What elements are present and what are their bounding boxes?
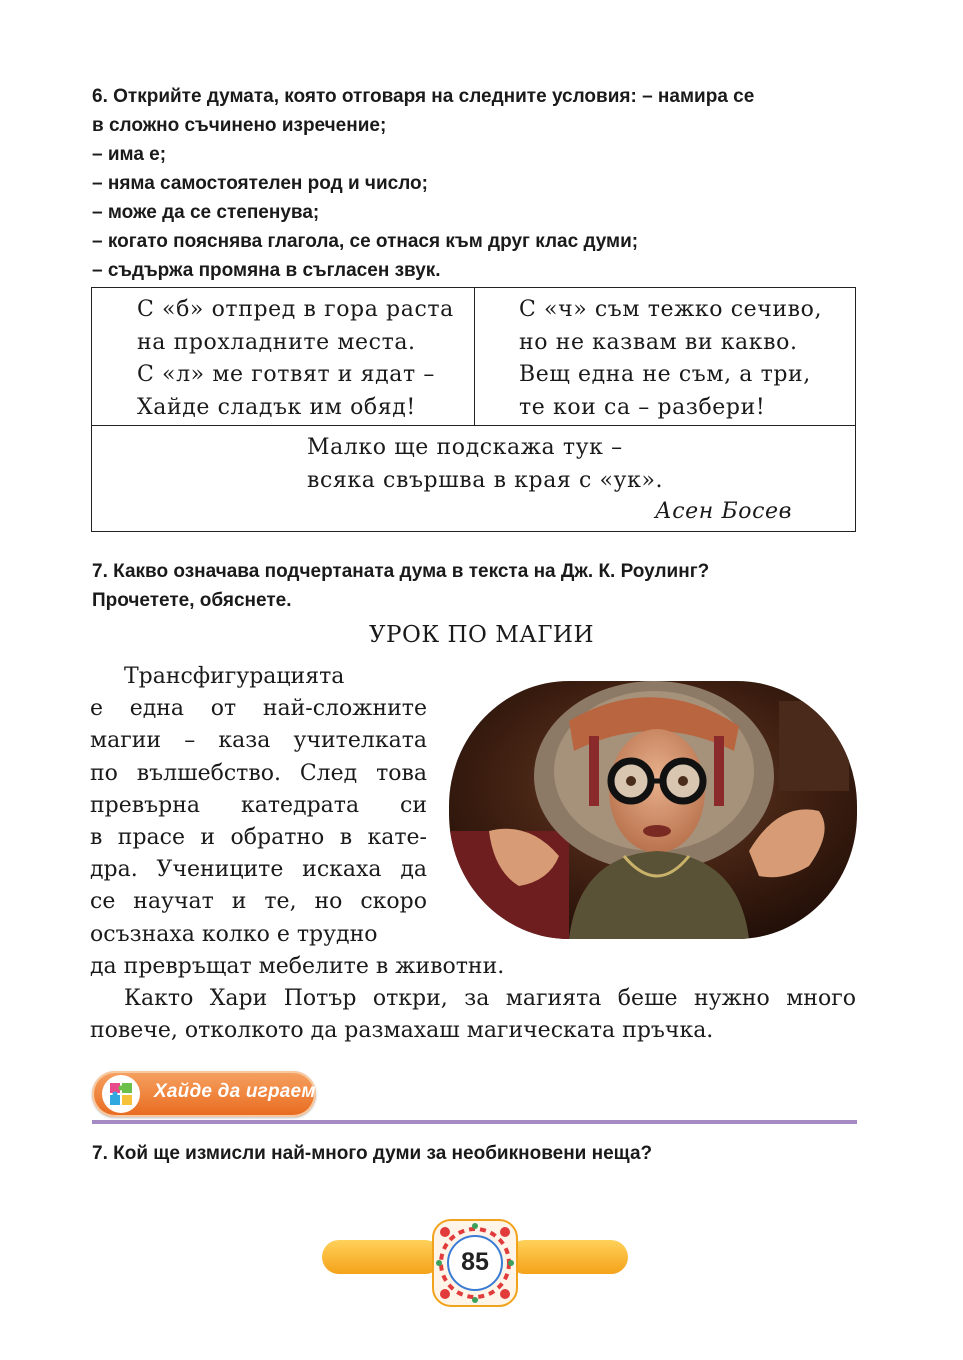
poem-line: всяка свършва в края с «ук». [307, 467, 664, 493]
story-line: в прасе и обратно в кате- [90, 825, 427, 851]
task-6-line: – няма самостоятелен род и число; [92, 173, 428, 194]
banner-label: Хайде да играем [154, 1081, 316, 1102]
task-6-line: – съдържа промяна в съгласен звук. [92, 260, 441, 281]
riddle-left-cell [137, 294, 454, 424]
lets-play-banner [92, 1071, 316, 1117]
game-question: 7. Кой ще измисли най-много думи за необикновени неща? [92, 1143, 653, 1164]
poem-line: Хайде сладък им обяд! [137, 394, 416, 420]
story-line: е една от най-сложните [90, 696, 427, 722]
footer-bar-right [508, 1240, 628, 1274]
story-title: УРОК ПО МАГИИ [368, 622, 595, 648]
poem-line: но не казвам ви какво. [519, 329, 798, 355]
riddle-bottom-cell [307, 432, 663, 497]
task-7-line: 7. Какво означава подчертаната дума в текста на Дж. К. Роулинг? [92, 561, 710, 582]
poem-line: на прохладните места. [137, 329, 416, 355]
poem-line: С «л» ме готвят и ядат – [137, 362, 435, 387]
task-6-line: – има е; [92, 144, 167, 165]
story-line: се научат и те, но скоро [90, 889, 427, 915]
task-7 [92, 557, 862, 615]
story-line: повече, отколкото да размахаш магическата пръчка. [90, 1018, 714, 1044]
teacher-illustration [449, 681, 857, 939]
story-wrapped-text [90, 661, 427, 951]
table-divider [92, 425, 855, 426]
task-6-line: в сложно съчинено изречение; [92, 115, 387, 136]
task-6-line: – може да се степенува; [92, 202, 320, 223]
table-divider [474, 288, 475, 426]
riddle-right-cell [519, 294, 822, 424]
poem-line: С «б» отпред в гора раста [137, 297, 454, 322]
page-number: 85 [461, 1248, 489, 1276]
poem-line: те кои са – разбери! [519, 394, 766, 420]
riddle-table [91, 287, 856, 532]
task-6-line: 6. Открийте думата, която отговаря на следните условия: – намира се [92, 86, 755, 107]
poem-line: Вещ една не съм, а три, [519, 362, 811, 387]
story-line: осъзнаха колко е трудно [90, 921, 378, 947]
poem-author: Асен Босев [655, 499, 793, 524]
story-line: Трансфигурацията [124, 664, 345, 689]
poem-line: С «ч» съм тежко сечиво, [519, 297, 823, 322]
story-line: дра. Учениците искаха да [90, 857, 427, 883]
story-line: превърна катедрата си [90, 792, 427, 818]
teacher-photo [449, 681, 857, 939]
story-line: Както Хари Потър откри, за магията беше нужно много [124, 986, 856, 1012]
task-6-line: – когато пояснява глагола, се отнася към друг клас думи; [92, 231, 639, 252]
footer-bar-left [322, 1240, 442, 1274]
story-line: да превръщат мебелите в животни. [90, 954, 505, 979]
task-6 [92, 82, 862, 285]
task-7-line: Прочетете, обяснете. [92, 590, 292, 611]
section-divider [92, 1120, 857, 1124]
puzzle-icon [102, 1075, 140, 1113]
poem-line: Малко ще подскажа тук – [307, 435, 623, 460]
story-full-text [90, 951, 856, 1048]
story-line: по вълшебство. След това [90, 760, 427, 786]
story-line: магии – каза учителката [90, 728, 427, 754]
